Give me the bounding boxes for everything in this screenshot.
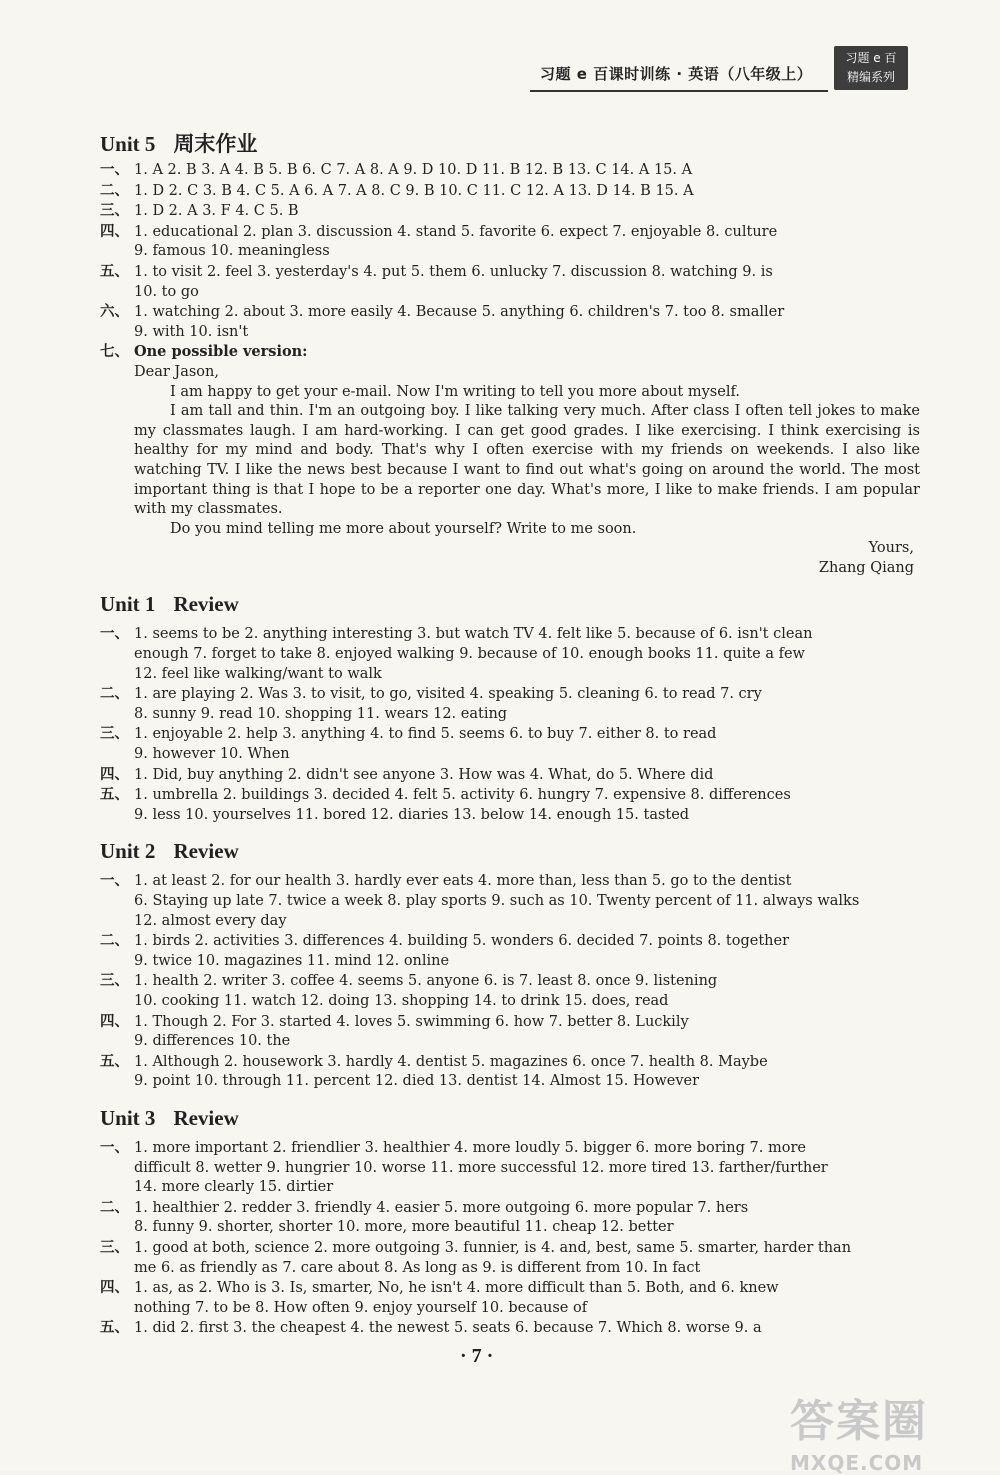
answer-line: [100, 1238, 920, 1259]
answer-line: [100, 645, 920, 665]
answer-text: 1. did 2. first 3. the cheapest 4. the newest 5. seats 6. because 7. Which 8. worse 9. a: [134, 1320, 762, 1337]
unit2-answers: [100, 871, 920, 1092]
answer-text: 8. sunny 9. read 10. shopping 11. wears 12. eating: [134, 705, 508, 722]
answer-text: 12. feel like walking/want to walk: [134, 665, 382, 682]
answer-line: [100, 262, 920, 283]
answer-line: [100, 724, 920, 745]
answer-text: 1. health 2. writer 3. coffee 4. seems 5. anyone 6. is 7. least 8. once 9. listening: [134, 973, 718, 990]
unit3-section: [100, 1106, 920, 1339]
answer-line: [100, 705, 920, 725]
watermark-text: 答案圈: [790, 1396, 928, 1447]
unit1-section: [100, 592, 920, 825]
answer-line: [100, 302, 920, 323]
question-number: 一、: [100, 1138, 129, 1156]
answer-text: 10. to go: [134, 283, 199, 300]
answer-line: [100, 1012, 920, 1033]
answer-text: nothing 7. to be 8. How often 9. enjoy yourself 10. because of: [134, 1299, 588, 1316]
question-number: 二、: [100, 181, 129, 199]
answer-line: [100, 1318, 920, 1339]
question-number: 七、: [100, 343, 129, 361]
question-number: 四、: [100, 765, 129, 783]
book-title: 习题 e 百课时训练 · 英语（八年级上）: [540, 65, 813, 83]
answer-line: [100, 1198, 920, 1219]
question-number: 二、: [100, 932, 129, 950]
answer-line: [100, 971, 920, 992]
unit1-answers: [100, 624, 920, 825]
badge-line-1: 习题 e 百: [845, 51, 897, 65]
essay-paragraph-2: I am tall and thin. I'm an outgoing boy. I like talking very much. After class I often tell jokes to make my classmates laugh. I am hard-working. I can get good grades. I like exercising. I think exercising is healthy for my mind and body. That's why I often exercise with my friends on weekends. I also like watching TV. I like the news best because I want to find out what's going on around the world. The most important thing is that I hope to be a reporter one day. What's more, I like to make friends. I am popular with my classmates.: [134, 403, 920, 518]
answer-text: enough 7. forget to take 8. enjoyed walking 9. because of 10. enough books 11. quite a few: [134, 646, 805, 663]
answer-line: [100, 1259, 920, 1279]
page-number: · 7 ·: [460, 1345, 494, 1367]
question-number: 二、: [100, 685, 129, 703]
answer-text: 14. more clearly 15. dirtier: [134, 1179, 334, 1196]
answer-text: 9. with 10. isn't: [134, 323, 249, 340]
unit5-section: [100, 128, 920, 578]
answer-text: 1. Although 2. housework 3. hardly 4. dentist 5. magazines 6. once 7. health 8. Maybe: [134, 1053, 768, 1070]
answer-text: 1. umbrella 2. buildings 3. decided 4. felt 5. activity 6. hungry 7. expensive 8. differences: [134, 787, 791, 804]
answer-text: 1. educational 2. plan 3. discussion 4. stand 5. favorite 6. expect 7. enjoyable 8. culture: [134, 223, 778, 240]
answer-line: [100, 806, 920, 826]
answer-text: 8. funny 9. shorter, shorter 10. more, more beautiful 11. cheap 12. better: [134, 1219, 674, 1236]
answer-line: [100, 181, 920, 202]
answer-text: 1. as, as 2. Who is 3. Is, smarter, No, he isn't 4. more difficult than 5. Both, and 6. knew: [134, 1280, 779, 1297]
answer-line: [100, 1138, 920, 1159]
unit3-answers: [100, 1138, 920, 1339]
answer-text: 1. birds 2. activities 3. differences 4. building 5. wonders 6. decided 7. points 8. together: [134, 933, 789, 950]
answer-text: 1. seems to be 2. anything interesting 3. but watch TV 4. felt like 5. because of 6. isn't clean: [134, 626, 813, 643]
header-rule: [530, 90, 828, 92]
unit-subtitle: Review: [173, 592, 239, 617]
answer-line: [100, 1218, 920, 1238]
question-number: 一、: [100, 161, 129, 178]
essay-paragraph-1: I am happy to get your e-mail. Now I'm writing to tell you more about myself.: [170, 383, 740, 400]
unit-subtitle: Review: [173, 839, 239, 864]
answer-line: [100, 624, 920, 645]
answer-line: [100, 785, 920, 806]
unit-subtitle: Review: [173, 1105, 239, 1130]
unit5-essay: [100, 342, 920, 578]
answer-text: 1. healthier 2. redder 3. friendly 4. easier 5. more outgoing 6. more popular 7. hers: [134, 1199, 749, 1216]
answer-line: [100, 992, 920, 1012]
answer-text: 10. cooking 11. watch 12. doing 13. shopping 14. to drink 15. does, read: [134, 992, 669, 1009]
question-number: 三、: [100, 202, 129, 220]
question-number: 三、: [100, 972, 129, 990]
unit2-title: [100, 839, 920, 867]
answer-text: 1. at least 2. for our health 3. hardly ever eats 4. more than, less than 5. go to the dentist: [134, 873, 792, 890]
answer-line: [100, 1178, 920, 1198]
unit-label: Unit 1: [100, 592, 156, 617]
question-number: 四、: [100, 1279, 129, 1297]
question-number: 六、: [100, 303, 129, 321]
answer-line: [100, 1072, 920, 1092]
answer-text: 1. Did, buy anything 2. didn't see anyone 3. How was 4. What, do 5. Where did: [134, 766, 714, 783]
question-number: 五、: [100, 786, 129, 804]
answer-text: 1. good at both, science 2. more outgoing 3. funnier, is 4. and, best, same 5. smarter, harder than: [134, 1239, 852, 1256]
question-number: 四、: [100, 222, 129, 240]
essay-signature: Zhang Qiang: [818, 559, 914, 576]
answer-line: [100, 323, 920, 343]
answer-line: [100, 283, 920, 303]
answer-line: [100, 871, 920, 892]
answer-line: [100, 952, 920, 972]
answer-line: [100, 1032, 920, 1052]
question-number: 五、: [100, 262, 129, 280]
answer-text: 1. D 2. A 3. F 4. C 5. B: [134, 203, 299, 220]
essay-closing: Yours,: [868, 540, 914, 557]
answer-line: [100, 1278, 920, 1299]
answer-line: [100, 665, 920, 685]
answer-text: 1. are playing 2. Was 3. to visit, to go, visited 4. speaking 5. cleaning 6. to read 7. cry: [134, 686, 762, 703]
answer-line: [100, 765, 920, 786]
answer-line: [100, 1159, 920, 1179]
unit1-title: [100, 592, 920, 620]
question-number: 五、: [100, 1052, 129, 1070]
answer-line: [100, 1052, 920, 1073]
unit5-title: [100, 128, 920, 156]
question-number: 一、: [100, 872, 129, 890]
answer-text: 9. famous 10. meaningless: [134, 243, 330, 260]
answer-text: 9. however 10. When: [134, 746, 290, 763]
answer-text: 9. twice 10. magazines 11. mind 12. online: [134, 952, 450, 969]
unit-label: Unit 2: [100, 839, 156, 864]
answer-line: [100, 1299, 920, 1319]
answer-text: 1. to visit 2. feel 3. yesterday's 4. put 5. them 6. unlucky 7. discussion 8. watching 9. is: [134, 263, 773, 280]
answer-text: 1. more important 2. friendlier 3. healthier 4. more loudly 5. bigger 6. more boring 7. more: [134, 1139, 806, 1156]
answer-line: [100, 242, 920, 262]
answer-text: 6. Staying up late 7. twice a week 8. play sports 9. such as 10. Twenty percent of 11. always walks: [134, 893, 860, 909]
answer-line: [100, 912, 920, 932]
unit-subtitle: 周末作业: [173, 132, 258, 156]
watermark: [790, 1385, 928, 1475]
question-number: 二、: [100, 1198, 129, 1216]
series-badge: [834, 46, 908, 90]
unit-label: Unit 5: [100, 132, 156, 156]
answer-line: [100, 745, 920, 765]
answer-line: [100, 931, 920, 952]
essay-label: One possible version:: [134, 343, 308, 361]
essay-paragraph-3: Do you mind telling me more about yourself? Write to me soon.: [170, 520, 637, 537]
question-number: 四、: [100, 1012, 129, 1030]
question-number: 三、: [100, 1238, 129, 1256]
answer-text: 9. point 10. through 11. percent 12. died 13. dentist 14. Almost 15. However: [134, 1073, 700, 1090]
answer-text: 1. enjoyable 2. help 3. anything 4. to find 5. seems 6. to buy 7. either 8. to read: [134, 726, 717, 743]
watermark-url: MXQE.COM: [790, 1451, 924, 1475]
unit3-title: [100, 1106, 920, 1134]
answer-content: [100, 128, 920, 1353]
answer-text: difficult 8. wetter 9. hungrier 10. worse 11. more successful 12. more tired 13. farther/further: [134, 1159, 828, 1176]
answer-line: [100, 201, 920, 222]
answer-text: 9. less 10. yourselves 11. bored 12. diaries 13. below 14. enough 15. tasted: [134, 806, 690, 823]
answer-text: 1. watching 2. about 3. more easily 4. Because 5. anything 6. children's 7. too 8. smaller: [134, 304, 785, 321]
question-number: 一、: [100, 625, 129, 643]
essay-greeting: Dear Jason,: [134, 363, 219, 380]
unit5-answers: [100, 160, 920, 342]
answer-text: 9. differences 10. the: [134, 1033, 291, 1050]
unit-label: Unit 3: [100, 1105, 156, 1130]
answer-text: me 6. as friendly as 7. care about 8. As long as 9. is different from 10. In fact: [134, 1259, 701, 1276]
answer-text: 1. A 2. B 3. A 4. B 5. B 6. C 7. A 8. A 9. D 10. D 11. B 12. B 13. C 14. A 15. A: [134, 162, 693, 178]
question-number: 五、: [100, 1319, 129, 1337]
answer-line: [100, 160, 920, 181]
answer-text: 12. almost every day: [134, 912, 287, 929]
badge-line-2: 精编系列: [846, 70, 895, 84]
question-number: 三、: [100, 725, 129, 743]
answer-line: [100, 684, 920, 705]
answer-line: [100, 222, 920, 243]
answer-text: 1. D 2. C 3. B 4. C 5. A 6. A 7. A 8. C 9. B 10. C 11. C 12. A 13. D 14. B 15. A: [134, 182, 694, 199]
answer-text: 1. Though 2. For 3. started 4. loves 5. swimming 6. how 7. better 8. Luckily: [134, 1013, 689, 1030]
unit2-section: [100, 839, 920, 1092]
answer-line: [100, 892, 920, 912]
